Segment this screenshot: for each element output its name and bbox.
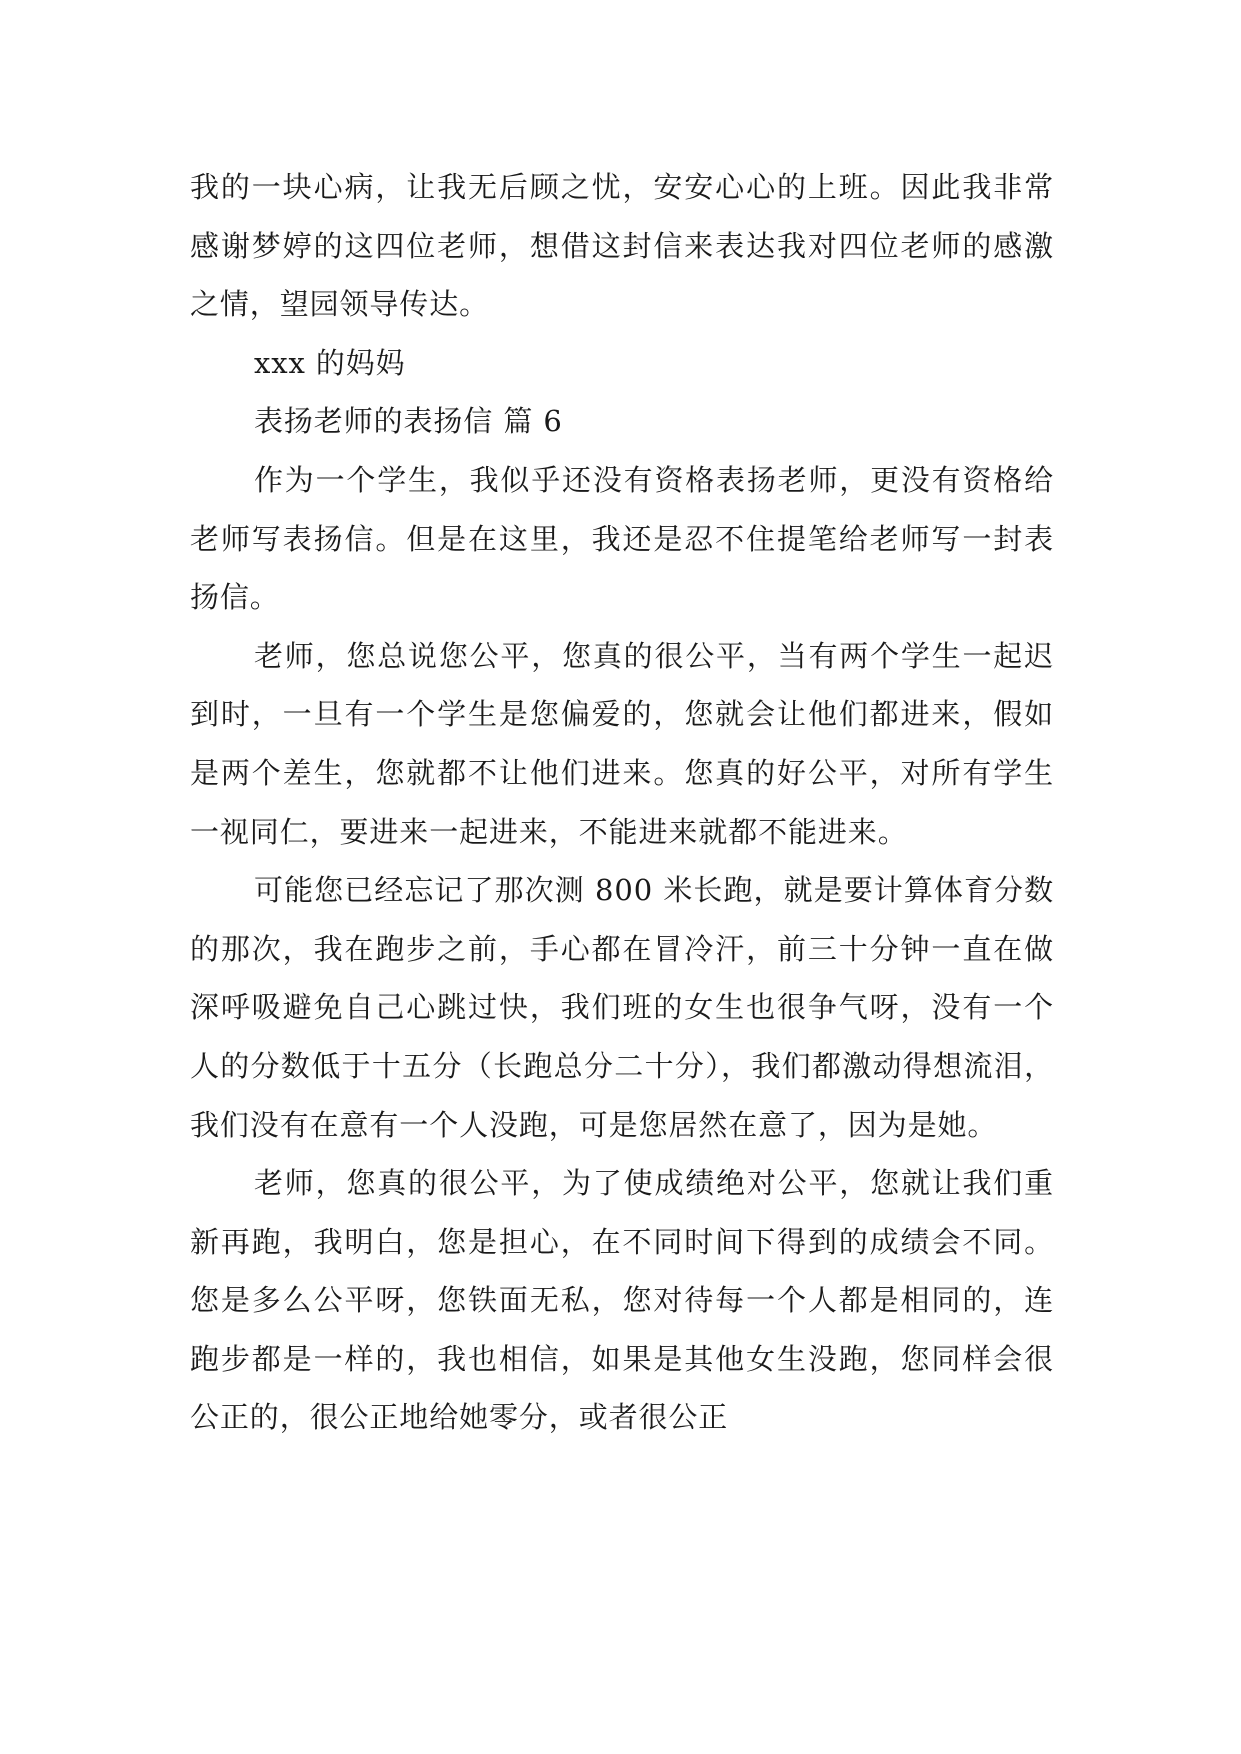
paragraph: 老师，您真的很公平，为了使成绩绝对公平，您就让我们重新再跑，我明白，您是担心，在不同时间下得到的成绩会不同。您是多么公平呀，您铁面无私，您对待每一个人都是相同的，连跑步都是一样的，我也相信，如果是其他女生没跑，您同样会很公正的，很公正地给她零分，或者很公正 [190, 1166, 1054, 1435]
paragraph: 老师，您总说您公平，您真的很公平，当有两个学生一起迟到时，一旦有一个学生是您偏爱的，您就会让他们都进来，假如是两个差生，您就都不让他们进来。您真的好公平，对所有学生一视同仁，要进来一起进来，不能进来就都不能进来。 [190, 638, 1054, 849]
paragraph: 可能您已经忘记了那次测 800 米长跑，就是要计算体育分数的那次，我在跑步之前，手心都在冒冷汗，前三十分钟一直在做深呼吸避免自己心跳过快，我们班的女生也很争气呀，没有一个人的分数低于十五分（长跑总分二十分），我们都激动得想流泪，我们没有在意有一个人没跑，可是您居然在意了，因为是她。 [190, 873, 1054, 1142]
document-page [190, 158, 1054, 1447]
paragraph: 作为一个学生，我似乎还没有资格表扬老师，更没有资格给老师写表扬信。但是在这里，我还是忍不住提笔给老师写一封表扬信。 [190, 462, 1054, 615]
signature: xxx 的妈妈 [254, 345, 406, 380]
paragraph-continued: 我的一块心病，让我无后顾之忧，安安心心的上班。因此我非常感谢梦婷的这四位老师，想借这封信来表达我对四位老师的感激之情，望园领导传达。 [190, 170, 1054, 322]
section-heading: 表扬老师的表扬信 篇 6 [254, 404, 563, 439]
